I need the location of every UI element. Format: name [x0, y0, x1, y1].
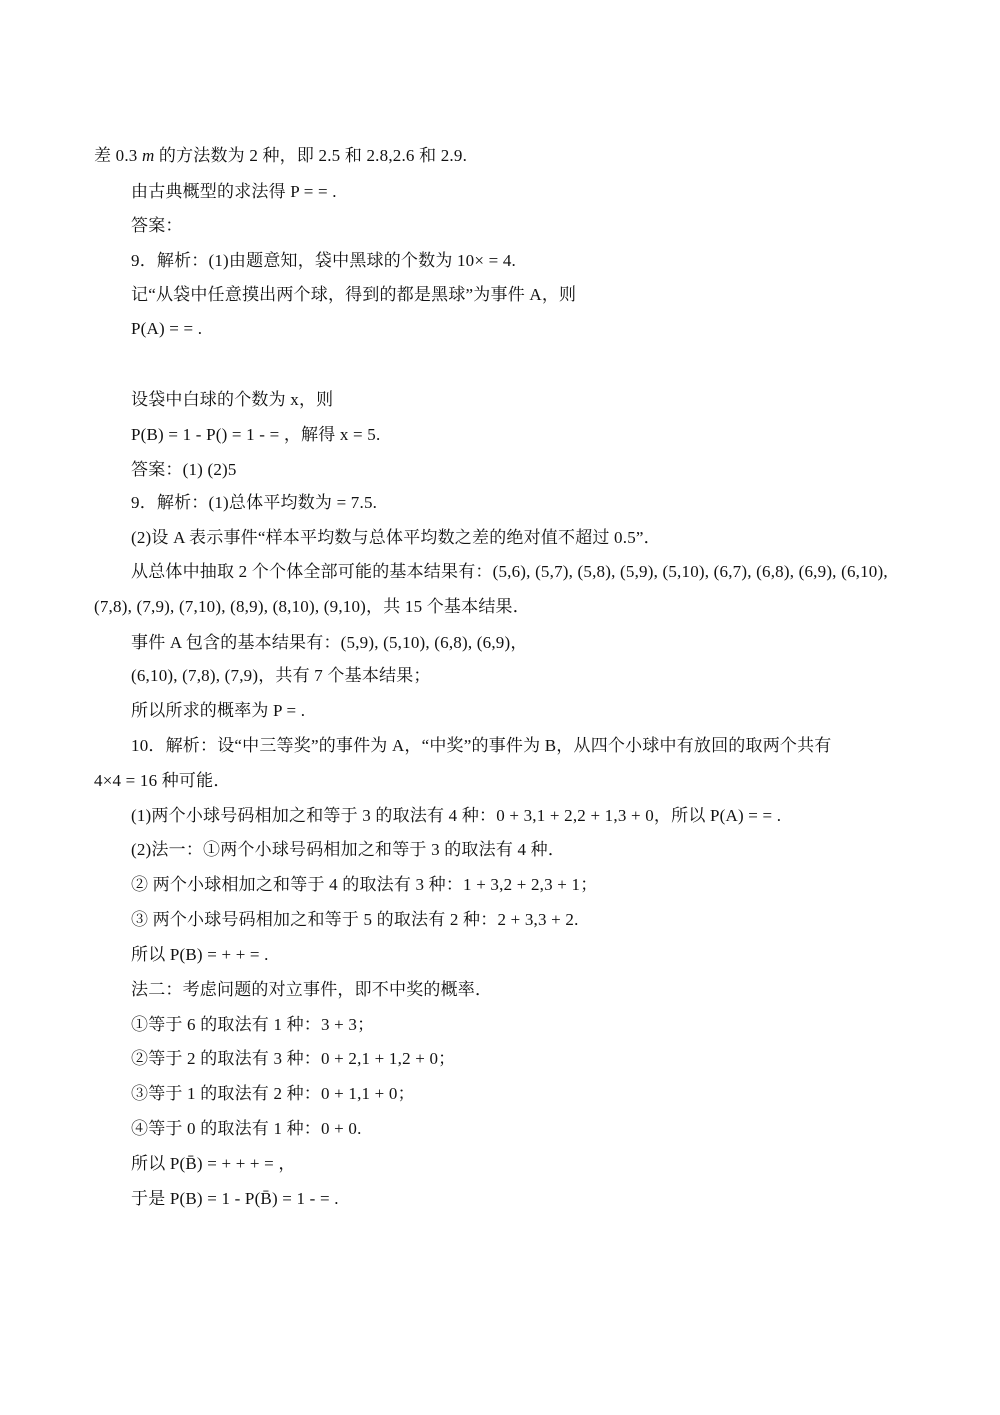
text-line-20: (2)法一：①两个小球号码相加之和等于 3 的取法有 4 种． [131, 840, 566, 859]
text-line-4: 9．解析：(1)由题意知，袋中黑球的个数为 10× = 4. [131, 251, 516, 270]
text-line-9: 答案：(1) (2)5 [131, 460, 237, 479]
text-line-5: 记“从袋中任意摸出两个球，得到的都是黑球”为事件 A，则 [131, 285, 577, 304]
text-line-15: (6,10), (7,8), (7,9)，共有 7 个基本结果； [131, 666, 431, 685]
text-line-10: 9．解析：(1)总体平均数为 = 7.5. [131, 493, 378, 512]
text-line-14: 事件 A 包含的基本结果有：(5,9), (5,10), (6,8), (6,9)， [131, 633, 528, 652]
text-line-7: 设袋中白球的个数为 x，则 [131, 390, 334, 409]
text-line-8: P(B) = 1 - P() = 1 - = ，解得 x = 5. [131, 425, 381, 444]
text-line-16: 所以所求的概率为 P = . [131, 701, 306, 720]
text-line-2: 由古典概型的求法得 P = = . [131, 182, 337, 201]
text-line-28: ④等于 0 的取法有 1 种：0 + 0. [131, 1119, 362, 1138]
text-line-24: 法二：考虑问题的对立事件，即不中奖的概率． [131, 980, 493, 999]
text-segment: 的方法数为 2 种，即 2.5 和 2.8,2.6 和 2.9. [154, 146, 468, 165]
text-line-25: ①等于 6 的取法有 1 种：3 + 3； [131, 1015, 375, 1034]
text-line-6: P(A) = = . [131, 319, 203, 338]
text-line-17: 10．解析：设“中三等奖”的事件为 A，“中奖”的事件为 B，从四个小球中有放回的取两个共有 [131, 736, 832, 755]
text-line-12: 从总体中抽取 2 个个体全部可能的基本结果有：(5,6), (5,7), (5,8), (5,9), (5,10), (6,7), (6,8), (6,9), (6,10), [131, 562, 888, 581]
text-line-29: 所以 P(B̄) = + + + = ， [131, 1154, 296, 1173]
text-line-18: 4×4 = 16 种可能． [94, 771, 231, 790]
text-line-19: (1)两个小球号码相加之和等于 3 的取法有 4 种：0 + 3,1 + 2,2 + 1,3 + 0，所以 P(A) = = . [131, 806, 782, 825]
text-segment: 差 0.3 [94, 146, 142, 165]
text-line-13: (7,8), (7,9), (7,10), (8,9), (8,10), (9,10)，共 15 个基本结果． [94, 597, 530, 616]
unit-symbol: m [141, 146, 155, 165]
text-line-30: 于是 P(B) = 1 - P(B̄) = 1 - = . [131, 1189, 339, 1208]
text-line-22: ③ 两个小球号码相加之和等于 5 的取法有 2 种：2 + 3,3 + 2. [131, 910, 579, 929]
text-line-26: ②等于 2 的取法有 3 种：0 + 2,1 + 1,2 + 0； [131, 1049, 456, 1068]
text-line-1 [94, 145, 467, 167]
text-line-21: ② 两个小球相加之和等于 4 的取法有 3 种：1 + 3,2 + 2,3 + 1； [131, 875, 598, 894]
text-line-11: (2)设 A 表示事件“样本平均数与总体平均数之差的绝对值不超过 0.5”． [131, 528, 661, 547]
text-line-27: ③等于 1 的取法有 2 种：0 + 1,1 + 0； [131, 1084, 415, 1103]
text-line-23: 所以 P(B) = + + = . [131, 945, 269, 964]
text-line-3: 答案： [131, 216, 183, 235]
